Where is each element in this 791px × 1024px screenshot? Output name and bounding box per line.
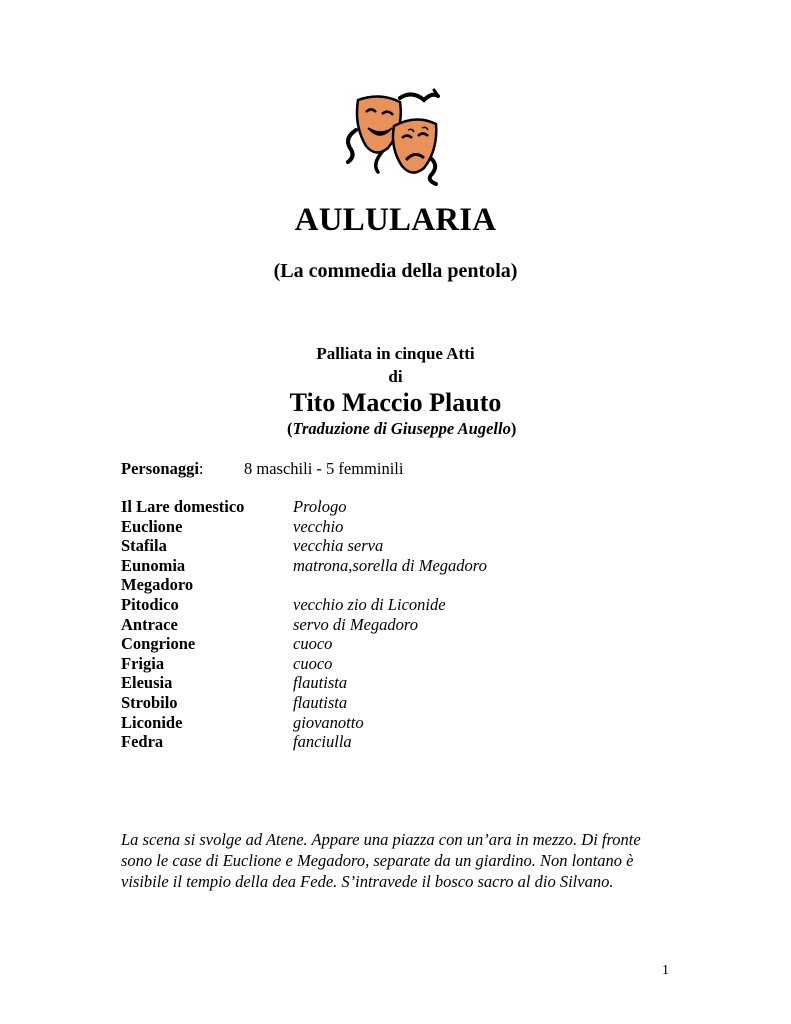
by-line: di xyxy=(388,367,403,386)
cast-name: Liconide xyxy=(121,712,183,732)
cast-name: Strobilo xyxy=(121,692,178,712)
cast-name: Euclione xyxy=(121,516,183,536)
personaggi-row xyxy=(121,459,404,479)
cast-row xyxy=(121,614,418,635)
author-name: Tito Maccio Plauto xyxy=(289,388,502,417)
scene-line: visibile il tempio della dea Fede. S’intravede il bosco sacro al dio Silvano. xyxy=(121,872,614,891)
translation-text: Traduzione di Giuseppe Augello xyxy=(292,419,511,438)
translation-credit xyxy=(287,419,516,439)
cast-name: Eunomia xyxy=(121,555,186,575)
cast-role: flautista xyxy=(293,673,348,693)
cast-row xyxy=(121,712,364,733)
cast-row xyxy=(121,653,333,674)
cast-role: servo di Megadoro xyxy=(293,614,418,634)
cast-role: vecchio xyxy=(293,516,344,536)
cast-name: Megadoro xyxy=(121,575,194,595)
cast-row xyxy=(121,732,352,752)
cast-row xyxy=(121,634,333,654)
cast-name: Pitodico xyxy=(121,594,179,614)
cast-name: Il Lare domestico xyxy=(121,497,245,516)
cast-row xyxy=(121,516,344,537)
document-title: AULULARIA xyxy=(294,202,497,238)
scene-description xyxy=(121,829,691,892)
cast-row xyxy=(121,536,384,556)
cast-list xyxy=(121,497,487,752)
cast-row xyxy=(121,575,244,595)
cast-role: vecchia serva xyxy=(293,536,384,556)
personaggi-colon: : xyxy=(198,459,204,478)
cast-name: Frigia xyxy=(121,653,165,673)
cast-row xyxy=(121,555,487,576)
cast-row xyxy=(121,497,347,517)
personaggi-label: Personaggi xyxy=(121,459,199,478)
personaggi-count: 8 maschili - 5 femminili xyxy=(244,459,404,478)
scene-line: sono le case di Euclione e Megadoro, separate da un giardino. Non lontano è xyxy=(121,851,634,870)
cast-role: matrona,sorella di Megadoro xyxy=(293,555,487,575)
cast-row xyxy=(121,673,348,693)
cast-name: Fedra xyxy=(121,732,164,752)
cast-role: giovanotto xyxy=(293,712,364,732)
document-subtitle: (La commedia della pentola) xyxy=(273,260,518,282)
theatre-masks-icon xyxy=(342,86,448,186)
cast-role: cuoco xyxy=(293,634,333,654)
cast-name: Eleusia xyxy=(121,673,173,693)
cast-name: Congrione xyxy=(121,634,196,654)
cast-role: fanciulla xyxy=(293,732,352,752)
translation-open-paren: ( xyxy=(287,419,293,438)
genre-line: Palliata in cinque Atti xyxy=(316,344,475,363)
cast-row xyxy=(121,692,348,713)
cast-name: Stafila xyxy=(121,536,167,556)
translation-close-paren: ) xyxy=(510,419,517,438)
cast-name: Antrace xyxy=(121,614,178,634)
scene-line: La scena si svolge ad Atene. Appare una piazza con un’ara in mezzo. Di fronte xyxy=(121,830,641,849)
cast-role: vecchio zio di Liconide xyxy=(293,594,446,614)
cast-role: flautista xyxy=(293,692,348,712)
page-number: 1 xyxy=(662,963,669,978)
cast-role: cuoco xyxy=(293,653,333,673)
cast-role: Prologo xyxy=(293,497,347,516)
cast-row xyxy=(121,594,446,615)
